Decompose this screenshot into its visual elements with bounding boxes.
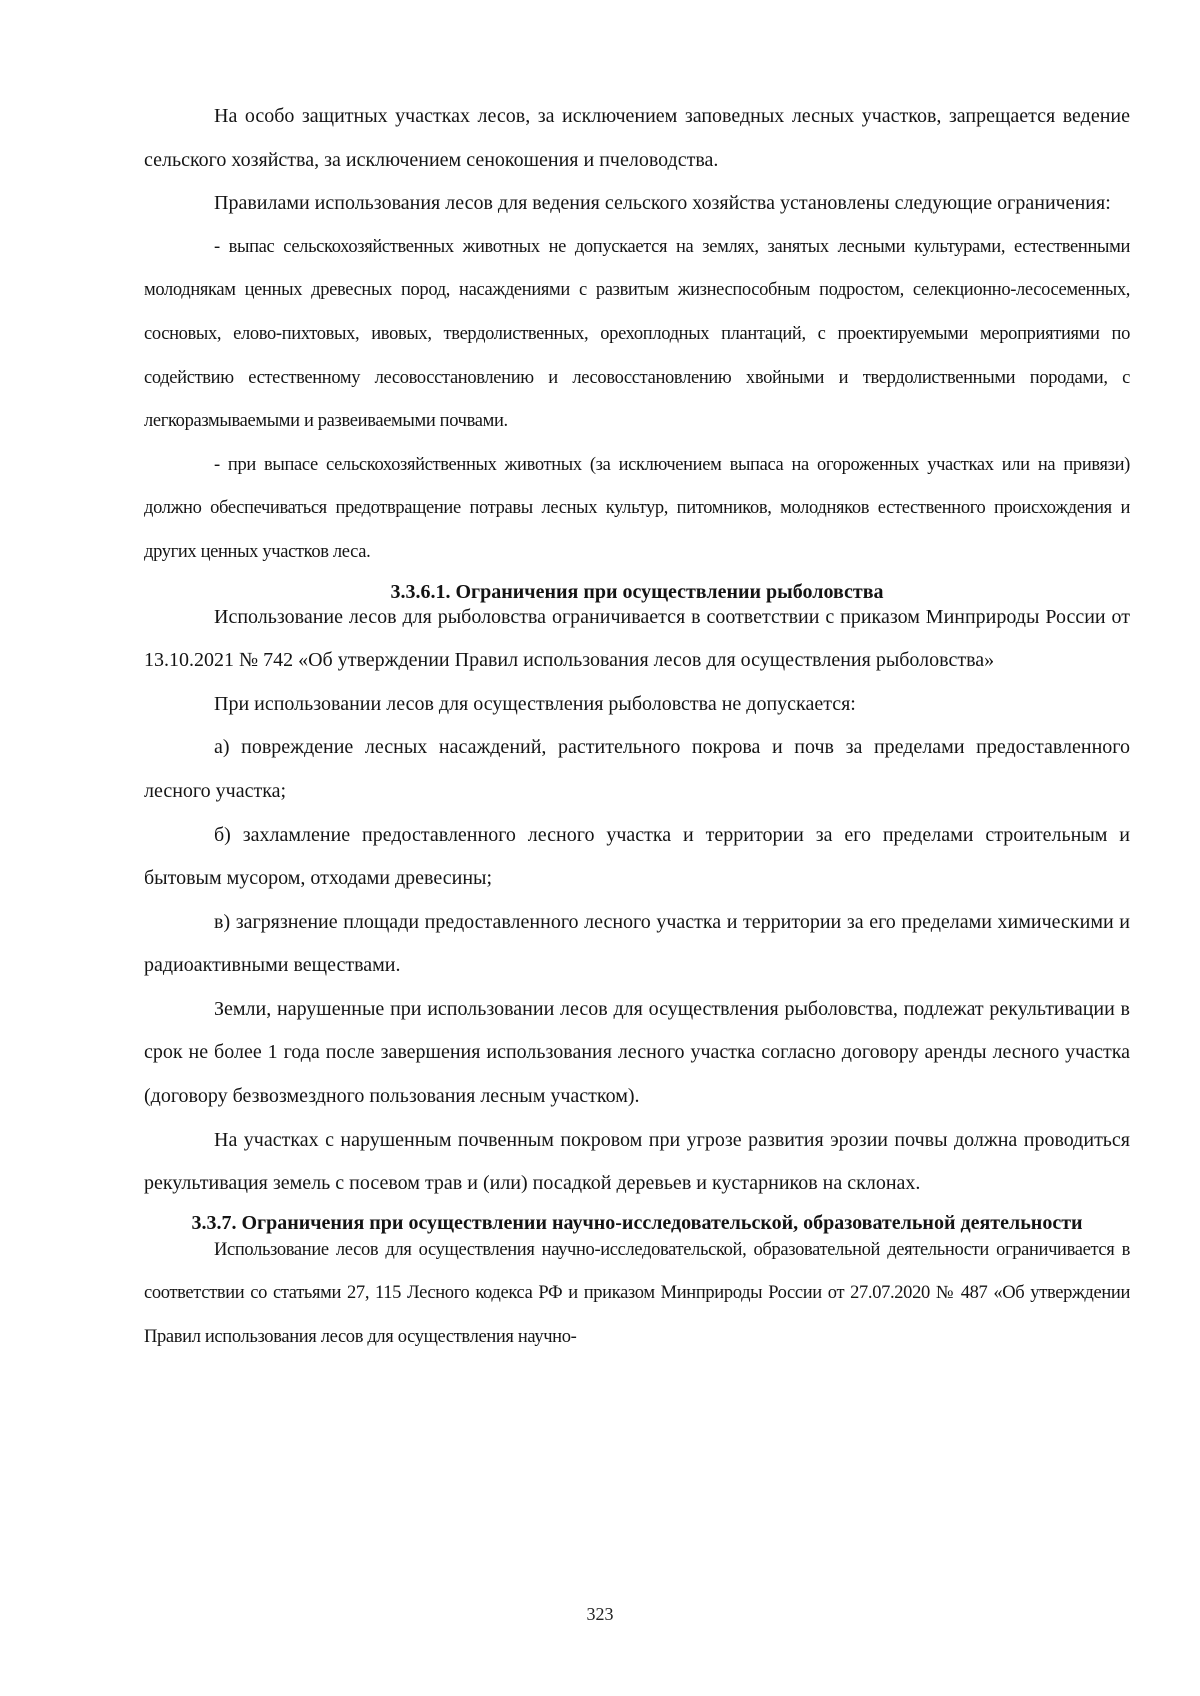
paragraph: б) захламление предоставленного лесного участка и территории за его пределами строительным и бытовым мусором, отходами древесины;	[144, 823, 1130, 890]
section-heading: 3.3.6.1. Ограничения при осуществлении рыболовства	[390, 580, 884, 603]
paragraph: Использование лесов для осуществления научно-исследовательской, образовательной деятельности ограничивается в соответствии со статьями 27, 115 Лесного кодекса РФ и приказом Минприроды России от 27.07.2020 № 487 «Об утверждении Правил использования лесов для осуществления научно-	[144, 1239, 1130, 1348]
paragraph: - выпас сельскохозяйственных животных не допускается на землях, занятых лесными культурами, естественными молоднякам ценных древесных пород, насаждениями с развитым жизнеспособным подростом, селекционно-лесосеменных, сосновых, елово-пихтовых, ивовых, твердолиственных, орехоплодных плантаций, с проектируемыми мероприятиями по содействию естественному лесовосстановлению и лесовосстановлению хвойными и твердолиственными породами, с легкоразмываемыми и развеиваемыми почвами.	[144, 236, 1130, 432]
paragraph: - при выпасе сельскохозяйственных животных (за исключением выпаса на огороженных участках или на привязи) должно обеспечиваться предотвращение потравы лесных культур, питомников, молодняков естественного происхождения и других ценных участков леса.	[144, 454, 1130, 562]
page-content	[144, 95, 1130, 1360]
page-number: 323	[586, 1604, 614, 1624]
paragraph: При использовании лесов для осуществления рыболовства не допускается:	[214, 692, 856, 715]
paragraph: На особо защитных участках лесов, за исключением заповедных лесных участков, запрещается ведение сельского хозяйства, за исключением сенокошения и пчеловодства.	[144, 105, 1130, 171]
paragraph: На участках с нарушенным почвенным покровом при угрозе развития эрозии почвы должна проводиться рекультивация земель с посевом трав и (или) посадкой деревьев и кустарников на склонах.	[144, 1128, 1130, 1195]
paragraph: Земли, нарушенные при использовании лесов для осуществления рыболовства, подлежат рекультивации в срок не более 1 года после завершения использования лесного участка согласно договору аренды лесного участка (договору безвозмездного пользования лесным участком).	[144, 997, 1130, 1108]
paragraph: а) повреждение лесных насаждений, растительного покрова и почв за пределами предоставленного лесного участка;	[144, 736, 1130, 802]
paragraph: Использование лесов для рыболовства ограничивается в соответствии с приказом Минприроды России от 13.10.2021 № 742 «Об утверждении Правил использования лесов для осуществления рыболовства»	[144, 605, 1130, 672]
paragraph: Правилами использования лесов для ведения сельского хозяйства установлены следующие ограничения:	[214, 192, 1111, 215]
paragraph: в) загрязнение площади предоставленного лесного участка и территории за его пределами химическими и радиоактивными веществами.	[144, 910, 1130, 977]
section-heading: 3.3.7. Ограничения при осуществлении научно-исследовательской, образовательной деятельности	[191, 1211, 1083, 1234]
